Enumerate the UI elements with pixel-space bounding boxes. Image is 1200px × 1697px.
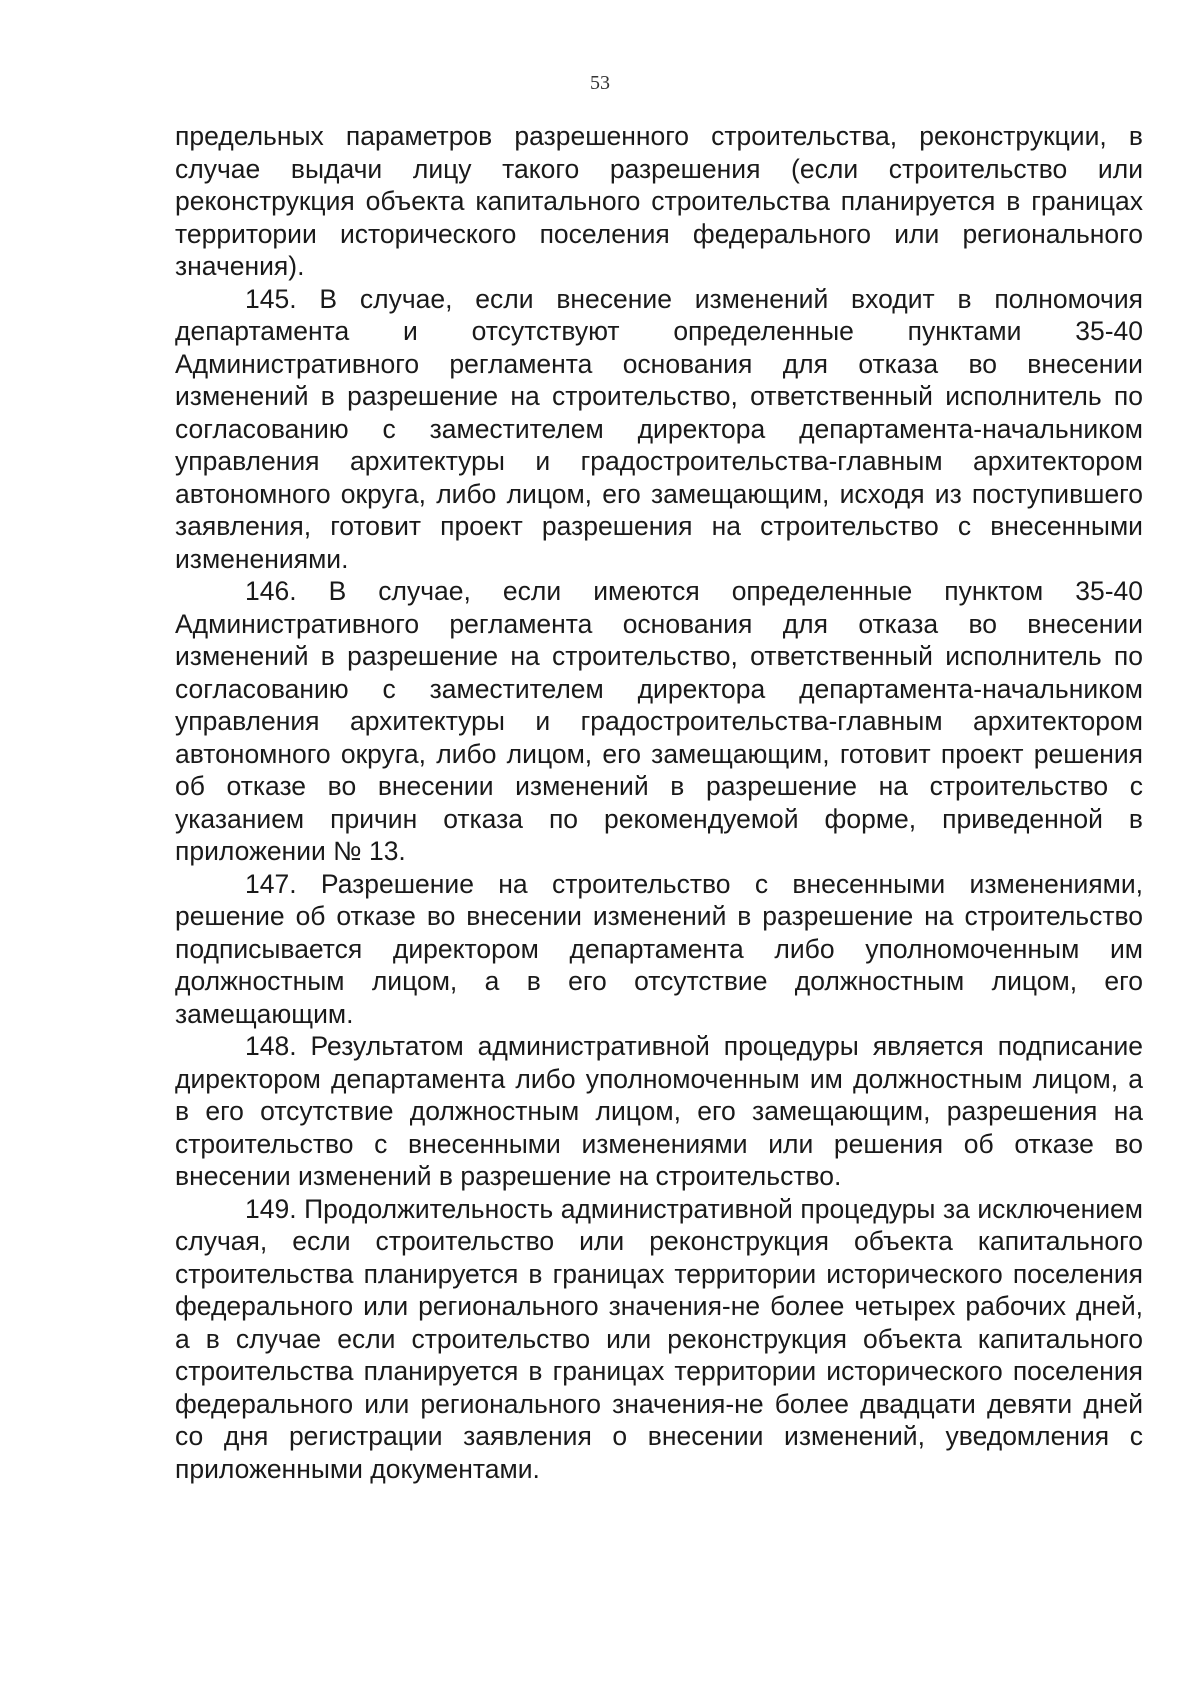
- paragraph-147: 147. Разрешение на строительство с внесенными изменениями, решение об отказе во внесении изменений в разрешение на строительство подписывается директором департамента либо уполномоченным им должностным лицом, а в его отсутствие должностным лицом, его замещающим.: [175, 868, 1143, 1029]
- paragraph-148: 148. Результатом административной процедуры является подписание директором департамента либо уполномоченным им должностным лицом, а в его отсутствие должностным лицом, его замещающим, разрешения на строительство с внесенными изменениями или решения об отказе во внесении изменений в разрешение на строительство.: [175, 1031, 1143, 1191]
- paragraph-145: 145. В случае, если внесение изменений входит в полномочия департамента и отсутствуют определенные пунктами 35-40 Административного регламента основания для отказа во внесении изменений в разрешение на строительство, ответственный исполнитель по согласованию с заместителем директора департамента-начальником управления архитектуры и градостроительства-главным архитектором автономного округа, либо лицом, его замещающим, исходя из поступившего заявления, готовит проект разрешения на строительство с внесенными изменениями.: [175, 283, 1143, 574]
- paragraph-146: 146. В случае, если имеются определенные пунктом 35-40 Административного регламента основания для отказа во внесении изменений в разрешение на строительство, ответственный исполнитель по согласованию с заместителем директора департамента-начальником управления архитектуры и градостроительства-главным архитектором автономного округа, либо лицом, его замещающим, готовит проект решения об отказе во внесении изменений в разрешение на строительство с указанием причин отказа по рекомендуемой форме, приведенной в приложении № 13.: [175, 576, 1143, 866]
- paragraph-149: 149. Продолжительность административной процедуры за исключением случая, если строительство или реконструкция объекта капитального строительства планируется в границах территории исторического поселения федерального или регионального значения-не более четырех рабочих дней, а в случае если строительство или реконструкция объекта капитального строительства планируется в границах территории исторического поселения федерального или регионального значения-не более двадцати девяти дней со дня регистрации заявления о внесении изменений, уведомления с приложенными документами.: [175, 1193, 1143, 1484]
- document-body: [175, 120, 1143, 1485]
- paragraph-continuation: предельных параметров разрешенного строительства, реконструкции, в случае выдачи лицу такого разрешения (если строительство или реконструкция объекта капитального строительства планируется в границах территории исторического поселения федерального или регионального значения).: [175, 121, 1143, 281]
- page-number: 53: [590, 72, 610, 94]
